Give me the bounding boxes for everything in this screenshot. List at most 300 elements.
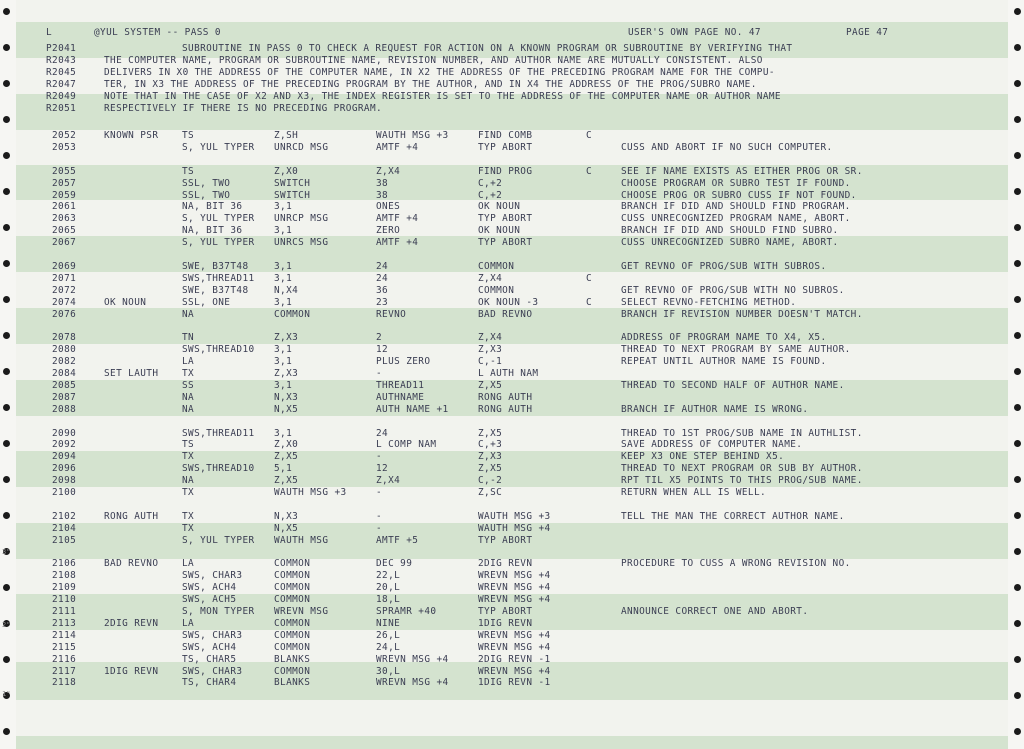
code-a2: WREVN MSG +4 <box>478 629 551 641</box>
code-addr: 3,1 <box>274 225 293 237</box>
code-a1: ONES <box>376 201 401 213</box>
code-op: TX <box>182 487 195 498</box>
code-line <box>16 475 1008 487</box>
code-line <box>16 380 1008 392</box>
code-line <box>16 285 1008 297</box>
margin-mark-1: 1" <box>2 690 11 698</box>
code-num: 2102 <box>52 510 77 522</box>
code-a2: WREVN MSG +4 <box>478 641 551 653</box>
code-a1: 38 <box>376 177 389 189</box>
code-a1: 12 <box>376 463 389 475</box>
code-num: 2082 <box>52 356 77 368</box>
code-a2: COMMON <box>478 260 515 272</box>
code-addr: COMMON <box>274 308 311 320</box>
code-op: S, YUL TYPER <box>182 237 255 249</box>
code-line <box>16 487 1008 499</box>
sprocket-hole <box>3 80 10 87</box>
code-addr: Z,X0 <box>274 165 299 177</box>
code-a2: TYP ABORT <box>478 237 533 249</box>
code-num: 2117 <box>52 665 77 677</box>
margin-mark-2: 2" <box>2 621 11 629</box>
code-line <box>16 297 1008 309</box>
code-addr: N,X5 <box>274 403 299 415</box>
code-op: SWS, ACH4 <box>182 641 237 653</box>
header-users-page: USER'S OWN PAGE NO. 47 <box>628 27 761 38</box>
code-a1: DEC 99 <box>376 558 413 570</box>
sprocket-hole <box>3 116 10 123</box>
code-addr: Z,SH <box>274 130 299 141</box>
sprocket-hole <box>1014 116 1021 123</box>
code-comment: THREAD TO 1ST PROG/SUB NAME IN AUTHLIST. <box>621 427 863 439</box>
code-line <box>16 142 1008 154</box>
code-a1: 38 <box>376 189 389 201</box>
code-line <box>16 463 1008 475</box>
sprocket-hole <box>1014 368 1021 375</box>
code-num: 2057 <box>52 177 77 189</box>
code-line <box>16 523 1008 535</box>
code-a2: 1DIG REVN <box>478 617 533 629</box>
code-a2: 2DIG REVN <box>478 558 533 570</box>
code-label: 2DIG REVN <box>104 617 159 629</box>
code-a2: OK NOUN <box>478 201 521 213</box>
code-op: TN <box>182 332 195 344</box>
code-line <box>16 416 1008 428</box>
code-addr: 3,1 <box>274 272 293 284</box>
code-addr: WREVN MSG <box>274 606 329 617</box>
code-line <box>16 130 1008 142</box>
code-a2: RONG AUTH <box>478 403 533 415</box>
code-op: TS, CHAR5 <box>182 653 237 665</box>
code-op: TS, CHAR4 <box>182 677 237 689</box>
code-addr: SWITCH <box>274 189 311 201</box>
code-a1: - <box>376 510 383 522</box>
code-a2: Z,SC <box>478 487 503 498</box>
code-comment: THREAD TO SECOND HALF OF AUTHOR NAME. <box>621 379 845 391</box>
code-addr: 3,1 <box>274 344 293 356</box>
code-addr: Z,X5 <box>274 451 299 463</box>
code-comment: SELECT REVNO-FETCHING METHOD. <box>621 296 797 308</box>
code-num: 2108 <box>52 570 77 582</box>
code-op: TS <box>182 165 195 177</box>
remark-text: SUBROUTINE IN PASS 0 TO CHECK A REQUEST FOR ACTION ON A KNOWN PROGRAM OR SUBROUTINE BY VERIFYING THAT <box>182 43 793 54</box>
code-line <box>16 213 1008 225</box>
code-comment: BRANCH IF AUTHOR NAME IS WRONG. <box>621 403 809 415</box>
code-line <box>16 499 1008 511</box>
code-a2: OK NOUN <box>478 225 521 237</box>
code-a1: 24 <box>376 272 389 284</box>
code-a1: ZERO <box>376 225 401 237</box>
code-a2: C,+2 <box>478 189 503 201</box>
line-number: R2045 <box>46 66 77 78</box>
code-a2: TYP ABORT <box>478 141 533 153</box>
code-line <box>16 558 1008 570</box>
code-num: 2106 <box>52 558 77 570</box>
margin-mark-3: 3" <box>2 548 11 556</box>
code-comment: THREAD TO NEXT PROGRAM OR SUB BY AUTHOR. <box>621 463 863 475</box>
code-addr: 3,1 <box>274 427 293 439</box>
code-op: S, YUL TYPER <box>182 534 255 546</box>
code-a2: Z,X5 <box>478 463 503 475</box>
code-addr: COMMON <box>274 641 311 653</box>
code-a1: - <box>376 451 383 463</box>
code-label: RONG AUTH <box>104 510 159 522</box>
code-a1: 20,L <box>376 582 401 594</box>
code-op: SWS,THREAD10 <box>182 344 255 356</box>
code-a1: 2 <box>376 332 383 344</box>
code-addr: 3,1 <box>274 260 293 272</box>
code-comment: ANNOUNCE CORRECT ONE AND ABORT. <box>621 606 809 617</box>
code-a2: WREVN MSG +4 <box>478 570 551 582</box>
code-flag: C <box>586 130 593 141</box>
code-a1: 22,L <box>376 570 401 582</box>
sprocket-hole <box>1014 404 1021 411</box>
code-a2: BAD REVNO <box>478 308 533 320</box>
remark-line <box>16 55 1008 67</box>
code-addr: Z,X3 <box>274 368 299 379</box>
sprocket-hole <box>1014 80 1021 87</box>
code-num: 2052 <box>52 130 77 141</box>
code-line <box>16 368 1008 380</box>
code-line <box>16 225 1008 237</box>
code-num: 2116 <box>52 653 77 665</box>
code-addr: N,X5 <box>274 522 299 534</box>
sprocket-hole <box>1014 584 1021 591</box>
code-a1: 18,L <box>376 594 401 606</box>
code-op: S, MON TYPER <box>182 606 255 617</box>
code-comment: CHOOSE PROGRAM OR SUBRO TEST IF FOUND. <box>621 177 851 189</box>
code-comment: PROCEDURE TO CUSS A WRONG REVISION NO. <box>621 558 851 570</box>
code-op: NA, BIT 36 <box>182 225 243 237</box>
code-op: SWE, B37T48 <box>182 284 249 296</box>
code-line <box>16 594 1008 606</box>
sprocket-hole <box>3 728 10 735</box>
code-a1: L COMP NAM <box>376 439 437 451</box>
code-line <box>16 439 1008 451</box>
code-num: 2080 <box>52 344 77 356</box>
code-addr: N,X3 <box>274 510 299 522</box>
code-a2: WAUTH MSG +3 <box>478 510 551 522</box>
code-comment: SEE IF NAME EXISTS AS EITHER PROG OR SR. <box>621 165 863 177</box>
code-op: SSL, TWO <box>182 189 231 201</box>
code-a2: WREVN MSG +4 <box>478 594 551 606</box>
code-addr: COMMON <box>274 629 311 641</box>
code-op: TS <box>182 130 195 141</box>
code-op: LA <box>182 617 195 629</box>
remark-text: TER, IN X3 THE ADDRESS OF THE PRECEDING PROGRAM BY THE AUTHOR, AND IN X4 THE ADDRESS OF THE PROG/SUBRO NAME. <box>104 78 757 90</box>
code-num: 2084 <box>52 368 77 379</box>
code-num: 2111 <box>52 606 77 617</box>
code-op: SWS,THREAD10 <box>182 463 255 475</box>
code-a1: AMTF +4 <box>376 141 419 153</box>
code-num: 2113 <box>52 617 77 629</box>
remark-line <box>16 79 1008 91</box>
code-a1: 24 <box>376 260 389 272</box>
sprocket-hole <box>1014 512 1021 519</box>
code-op: NA <box>182 475 195 487</box>
code-line <box>16 404 1008 416</box>
code-op: S, YUL TYPER <box>182 213 255 225</box>
code-num: 2074 <box>52 296 77 308</box>
code-num: 2087 <box>52 391 77 403</box>
code-comment: BRANCH IF REVISION NUMBER DOESN'T MATCH. <box>621 308 863 320</box>
code-op: SWS, CHAR3 <box>182 665 243 677</box>
sprocket-hole <box>1014 332 1021 339</box>
code-flag: C <box>586 165 593 177</box>
code-comment: BRANCH IF DID AND SHOULD FIND PROGRAM. <box>621 201 851 213</box>
code-num: 2071 <box>52 272 77 284</box>
sprocket-hole <box>3 332 10 339</box>
code-a2: WAUTH MSG +4 <box>478 522 551 534</box>
code-addr: COMMON <box>274 558 311 570</box>
code-a2: C,+2 <box>478 177 503 189</box>
remark-text: DELIVERS IN X0 THE ADDRESS OF THE COMPUTER NAME, IN X2 THE ADDRESS OF THE PRECEDING PROGRAM NAME FOR THE COMPU- <box>104 66 775 78</box>
code-comment: GET REVNO OF PROG/SUB WITH SUBROS. <box>621 260 827 272</box>
code-line <box>16 392 1008 404</box>
code-op: SSL, TWO <box>182 177 231 189</box>
code-line <box>16 344 1008 356</box>
sprocket-hole <box>3 476 10 483</box>
code-line <box>16 428 1008 440</box>
sprocket-hole <box>1014 152 1021 159</box>
code-line <box>16 332 1008 344</box>
sprocket-hole <box>3 440 10 447</box>
code-op: SWS,THREAD11 <box>182 272 255 284</box>
code-a2: FIND PROG <box>478 165 533 177</box>
code-a2: WREVN MSG +4 <box>478 582 551 594</box>
code-line <box>16 356 1008 368</box>
code-a2: COMMON <box>478 284 515 296</box>
code-comment: BRANCH IF DID AND SHOULD FIND SUBRO. <box>621 225 839 237</box>
code-num: 2065 <box>52 225 77 237</box>
code-a1: 23 <box>376 296 389 308</box>
code-a1: 24,L <box>376 641 401 653</box>
code-line <box>16 154 1008 166</box>
code-addr: BLANKS <box>274 653 311 665</box>
code-op: SS <box>182 379 195 391</box>
code-num: 2109 <box>52 582 77 594</box>
code-addr: BLANKS <box>274 677 311 689</box>
code-label: SET LAUTH <box>104 368 159 379</box>
code-line <box>16 511 1008 523</box>
code-line <box>16 273 1008 285</box>
code-comment: CUSS AND ABORT IF NO SUCH COMPUTER. <box>621 141 833 153</box>
sprocket-hole <box>1014 476 1021 483</box>
code-line <box>16 535 1008 547</box>
code-addr: SWITCH <box>274 177 311 189</box>
code-comment: CUSS UNRECOGNIZED SUBRO NAME, ABORT. <box>621 237 839 249</box>
code-addr: 3,1 <box>274 296 293 308</box>
code-line <box>16 618 1008 630</box>
code-a1: AMTF +4 <box>376 213 419 225</box>
code-a1: AUTHNAME <box>376 391 425 403</box>
code-label: BAD REVNO <box>104 558 159 570</box>
code-comment: GET REVNO OF PROG/SUB WITH NO SUBROS. <box>621 284 845 296</box>
remark-text: NOTE THAT IN THE CASE OF X2 AND X3, THE INDEX REGISTER IS SET TO THE ADDRESS OF THE COMPUTER NAME OR AUTHOR NAME <box>104 90 781 102</box>
sprocket-hole <box>1014 296 1021 303</box>
sprocket-hole <box>3 368 10 375</box>
code-comment: ADDRESS OF PROGRAM NAME TO X4, X5. <box>621 332 827 344</box>
line-number: R2051 <box>46 102 77 114</box>
code-num: 2092 <box>52 439 77 451</box>
code-line <box>16 309 1008 321</box>
code-a2: Z,X4 <box>478 332 503 344</box>
code-op: SWS, CHAR3 <box>182 570 243 582</box>
code-a1: AMTF +5 <box>376 534 419 546</box>
code-addr: UNRCD MSG <box>274 141 329 153</box>
code-a2: Z,X3 <box>478 451 503 463</box>
code-line <box>16 677 1008 689</box>
code-a1: PLUS ZERO <box>376 356 431 368</box>
remark-line <box>16 43 1008 55</box>
code-line <box>16 630 1008 642</box>
code-a2: Z,X4 <box>478 272 503 284</box>
remark-text: RESPECTIVELY IF THERE IS NO PRECEDING PROGRAM. <box>104 102 383 114</box>
code-num: 2076 <box>52 308 77 320</box>
code-a1: 36 <box>376 284 389 296</box>
code-op: SWS, ACH4 <box>182 582 237 594</box>
code-a2: Z,X5 <box>478 427 503 439</box>
code-a1: THREAD11 <box>376 379 425 391</box>
code-a1: Z,X4 <box>376 475 401 487</box>
code-num: 2104 <box>52 522 77 534</box>
code-addr: COMMON <box>274 665 311 677</box>
code-a2: Z,X3 <box>478 344 503 356</box>
code-op: LA <box>182 558 195 570</box>
code-label: OK NOUN <box>104 296 147 308</box>
code-op: TX <box>182 510 195 522</box>
code-comment: THREAD TO NEXT PROGRAM BY SAME AUTHOR. <box>621 344 851 356</box>
code-comment: REPEAT UNTIL AUTHOR NAME IS FOUND. <box>621 356 827 368</box>
code-addr: N,X4 <box>274 284 299 296</box>
code-a2: TYP ABORT <box>478 534 533 546</box>
sprocket-hole <box>3 584 10 591</box>
code-addr: 3,1 <box>274 379 293 391</box>
code-line <box>16 547 1008 559</box>
code-a1: WAUTH MSG +3 <box>376 130 449 141</box>
code-addr: COMMON <box>274 570 311 582</box>
code-op: SSL, ONE <box>182 296 231 308</box>
code-op: NA, BIT 36 <box>182 201 243 213</box>
code-comment: RETURN WHEN ALL IS WELL. <box>621 487 767 498</box>
sprocket-hole <box>3 188 10 195</box>
code-comment: CHOOSE PROG OR SUBRO CUSS IF NOT FOUND. <box>621 189 857 201</box>
code-addr: WAUTH MSG +3 <box>274 487 347 498</box>
code-a1: REVNO <box>376 308 407 320</box>
code-a2: TYP ABORT <box>478 606 533 617</box>
code-num: 2088 <box>52 403 77 415</box>
sprocket-hole <box>1014 188 1021 195</box>
code-line <box>16 190 1008 202</box>
code-comment: CUSS UNRECOGNIZED PROGRAM NAME, ABORT. <box>621 213 851 225</box>
code-comment: RPT TIL X5 POINTS TO THIS PROG/SUB NAME. <box>621 475 863 487</box>
page-header <box>16 27 1008 39</box>
code-comment: TELL THE MAN THE CORRECT AUTHOR NAME. <box>621 510 845 522</box>
code-a1: SPRAMR +40 <box>376 606 437 617</box>
code-line <box>16 666 1008 678</box>
code-num: 2096 <box>52 463 77 475</box>
code-num: 2069 <box>52 260 77 272</box>
sprocket-hole <box>3 224 10 231</box>
line-number: P2041 <box>46 43 77 54</box>
code-a2: L AUTH NAM <box>478 368 539 379</box>
sprocket-hole <box>1014 44 1021 51</box>
code-op: SWS, CHAR3 <box>182 629 243 641</box>
code-op: LA <box>182 356 195 368</box>
code-comment: SAVE ADDRESS OF COMPUTER NAME. <box>621 439 803 451</box>
sprocket-hole <box>1014 548 1021 555</box>
code-op: SWS,THREAD11 <box>182 427 255 439</box>
sprocket-hole <box>3 8 10 15</box>
code-num: 2061 <box>52 201 77 213</box>
code-a2: WREVN MSG +4 <box>478 665 551 677</box>
code-a2: C,-1 <box>478 356 503 368</box>
sprocket-hole <box>1014 692 1021 699</box>
right-tractor-strip <box>1008 0 1024 749</box>
remark-line <box>16 67 1008 79</box>
code-addr: 5,1 <box>274 463 293 475</box>
sprocket-hole <box>3 512 10 519</box>
code-line <box>16 451 1008 463</box>
code-line <box>16 237 1008 249</box>
sprocket-hole <box>1014 440 1021 447</box>
code-a2: C,-2 <box>478 475 503 487</box>
code-a1: 12 <box>376 344 389 356</box>
code-addr: Z,X5 <box>274 475 299 487</box>
code-line <box>16 654 1008 666</box>
printout-page <box>16 0 1008 749</box>
code-a2: FIND COMB <box>478 130 533 141</box>
code-op: TX <box>182 451 195 463</box>
code-num: 2072 <box>52 284 77 296</box>
code-op: SWE, B37T48 <box>182 260 249 272</box>
sprocket-hole <box>3 656 10 663</box>
code-line <box>16 606 1008 618</box>
code-a1: NINE <box>376 617 401 629</box>
code-flag: C <box>586 296 593 308</box>
code-num: 2100 <box>52 487 77 498</box>
code-a2: OK NOUN -3 <box>478 296 539 308</box>
code-num: 2055 <box>52 165 77 177</box>
code-line <box>16 261 1008 273</box>
code-num: 2105 <box>52 534 77 546</box>
sprocket-hole <box>1014 620 1021 627</box>
code-addr: 3,1 <box>274 356 293 368</box>
code-line <box>16 178 1008 190</box>
code-num: 2118 <box>52 677 77 689</box>
code-addr: Z,X0 <box>274 439 299 451</box>
code-num: 2053 <box>52 141 77 153</box>
line-number: R2049 <box>46 90 77 102</box>
sprocket-hole <box>1014 224 1021 231</box>
code-line <box>16 642 1008 654</box>
code-num: 2094 <box>52 451 77 463</box>
code-addr: COMMON <box>274 594 311 606</box>
code-a2: RONG AUTH <box>478 391 533 403</box>
code-flag: C <box>586 272 593 284</box>
sprocket-hole <box>3 44 10 51</box>
code-line <box>16 166 1008 178</box>
code-a1: - <box>376 522 383 534</box>
remark-line <box>16 103 1008 115</box>
code-num: 2063 <box>52 213 77 225</box>
code-op: TS <box>182 439 195 451</box>
code-a1: WREVN MSG +4 <box>376 677 449 689</box>
remark-text: THE COMPUTER NAME, PROGRAM OR SUBROUTINE NAME, REVISION NUMBER, AND AUTHOR NAME ARE MUTUALLY CONSISTENT. ALSO <box>104 54 763 66</box>
code-label: KNOWN PSR <box>104 130 159 141</box>
code-op: TX <box>182 368 195 379</box>
remark-line <box>16 91 1008 103</box>
code-a2: C,+3 <box>478 439 503 451</box>
